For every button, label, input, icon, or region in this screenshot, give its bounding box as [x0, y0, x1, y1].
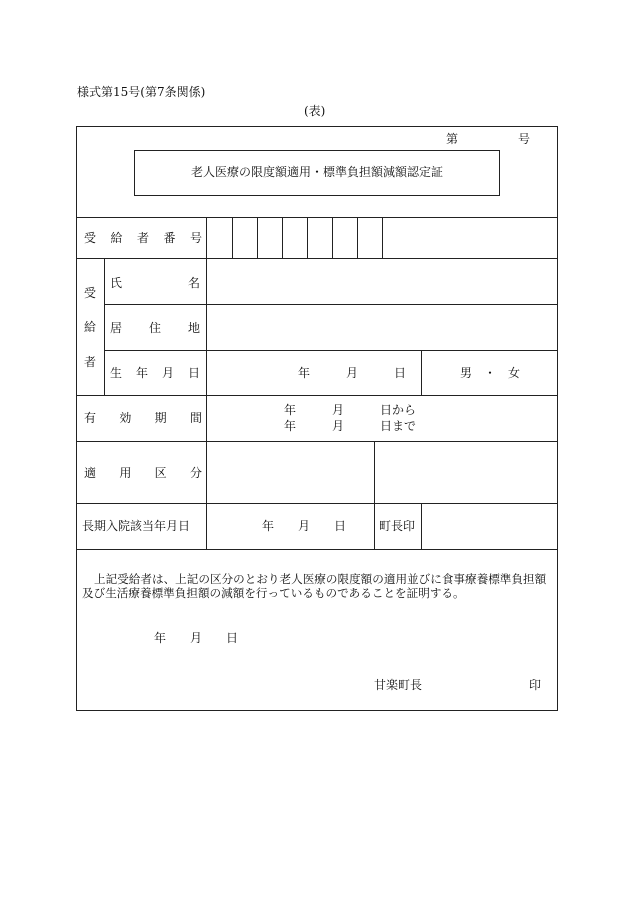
statement-line1: 上記受給者は、上記の区分のとおり老人医療の限度額の適用並びに食事療養標準負担額: [94, 572, 547, 586]
label-char: 地: [187, 321, 200, 335]
validity-from-month: 月: [332, 403, 345, 417]
label-char: 号: [189, 231, 202, 245]
recipient-group-char: 給: [84, 320, 97, 334]
category-label: [84, 466, 202, 480]
label-char: 居: [110, 321, 123, 335]
number-go: 号: [518, 132, 531, 146]
line-h1: [76, 217, 557, 218]
sex-female: 女: [508, 366, 521, 380]
validity-label: [84, 411, 202, 425]
line-v-group: [104, 258, 105, 395]
sex-dot: ・: [484, 366, 497, 380]
issuer: 甘楽町長: [374, 678, 423, 692]
line-h7: [76, 503, 557, 504]
recipient-group-char: 者: [84, 355, 97, 369]
label-char: 給: [110, 231, 123, 245]
label-char: 生: [110, 366, 123, 380]
line-h5: [76, 395, 557, 396]
statement-month: 月: [190, 631, 203, 645]
label-char: 名: [187, 276, 200, 290]
label-char: 適: [84, 466, 97, 480]
label-char: 住: [148, 321, 161, 335]
category-sep: [374, 441, 375, 503]
long-stay-month: 月: [298, 519, 311, 533]
label-char: 年: [135, 366, 148, 380]
validity-to-year: 年: [284, 419, 297, 433]
side-label: (表): [304, 104, 326, 118]
seal-sep-right: [421, 503, 422, 549]
validity-to-day: 日まで: [380, 419, 417, 433]
validity-to-month: 月: [332, 419, 345, 433]
label-char: 氏: [110, 276, 123, 290]
digit-sep: [307, 217, 308, 258]
sex-male: 男: [460, 366, 473, 380]
label-char: 区: [154, 466, 167, 480]
label-char: 分: [189, 466, 202, 480]
recipient-number-label: [84, 231, 202, 245]
digit-sep: [382, 217, 383, 258]
digit-sep: [357, 217, 358, 258]
line-h4: [104, 350, 557, 351]
digit-sep: [332, 217, 333, 258]
line-v-label: [206, 217, 207, 549]
label-char: 月: [161, 366, 174, 380]
recipient-group-char: 受: [84, 286, 97, 300]
birthdate-label: [110, 366, 200, 380]
issuer-seal: 印: [529, 678, 542, 692]
label-char: 間: [189, 411, 202, 425]
label-char: 期: [154, 411, 167, 425]
sex-sep: [421, 350, 422, 395]
label-char: 用: [119, 466, 132, 480]
label-char: 日: [187, 366, 200, 380]
label-char: 者: [136, 231, 149, 245]
digit-sep: [232, 217, 233, 258]
long-stay-year: 年: [262, 519, 275, 533]
number-dai: 第: [446, 132, 459, 146]
statement-day: 日: [226, 631, 239, 645]
line-h6: [76, 441, 557, 442]
label-char: 番: [163, 231, 176, 245]
address-label: [110, 321, 200, 335]
line-h3: [104, 304, 557, 305]
label-char: 有: [84, 411, 97, 425]
name-label: [110, 276, 200, 290]
statement-year: 年: [154, 631, 167, 645]
digit-sep: [257, 217, 258, 258]
label-char: 受: [84, 231, 97, 245]
line-h8: [76, 549, 557, 550]
form-number: 様式第15号(第7条関係): [77, 85, 206, 99]
seal-sep-left: [374, 503, 375, 549]
validity-from-year: 年: [284, 403, 297, 417]
long-stay-label: 長期入院該当年月日: [82, 519, 191, 533]
label-char: 効: [119, 411, 132, 425]
digit-sep: [282, 217, 283, 258]
statement-line2: 及び生活療養標準負担額の減額を行っているものであることを証明する。: [82, 586, 465, 600]
seal-label: 町長印: [379, 519, 416, 533]
birthdate-year: 年: [298, 366, 311, 380]
validity-from-day: 日から: [380, 403, 417, 417]
line-h2: [76, 258, 557, 259]
long-stay-day: 日: [334, 519, 347, 533]
birthdate-month: 月: [346, 366, 359, 380]
birthdate-day: 日: [394, 366, 407, 380]
certificate-title: 老人医療の限度額適用・標準負担額減額認定証: [190, 165, 443, 179]
